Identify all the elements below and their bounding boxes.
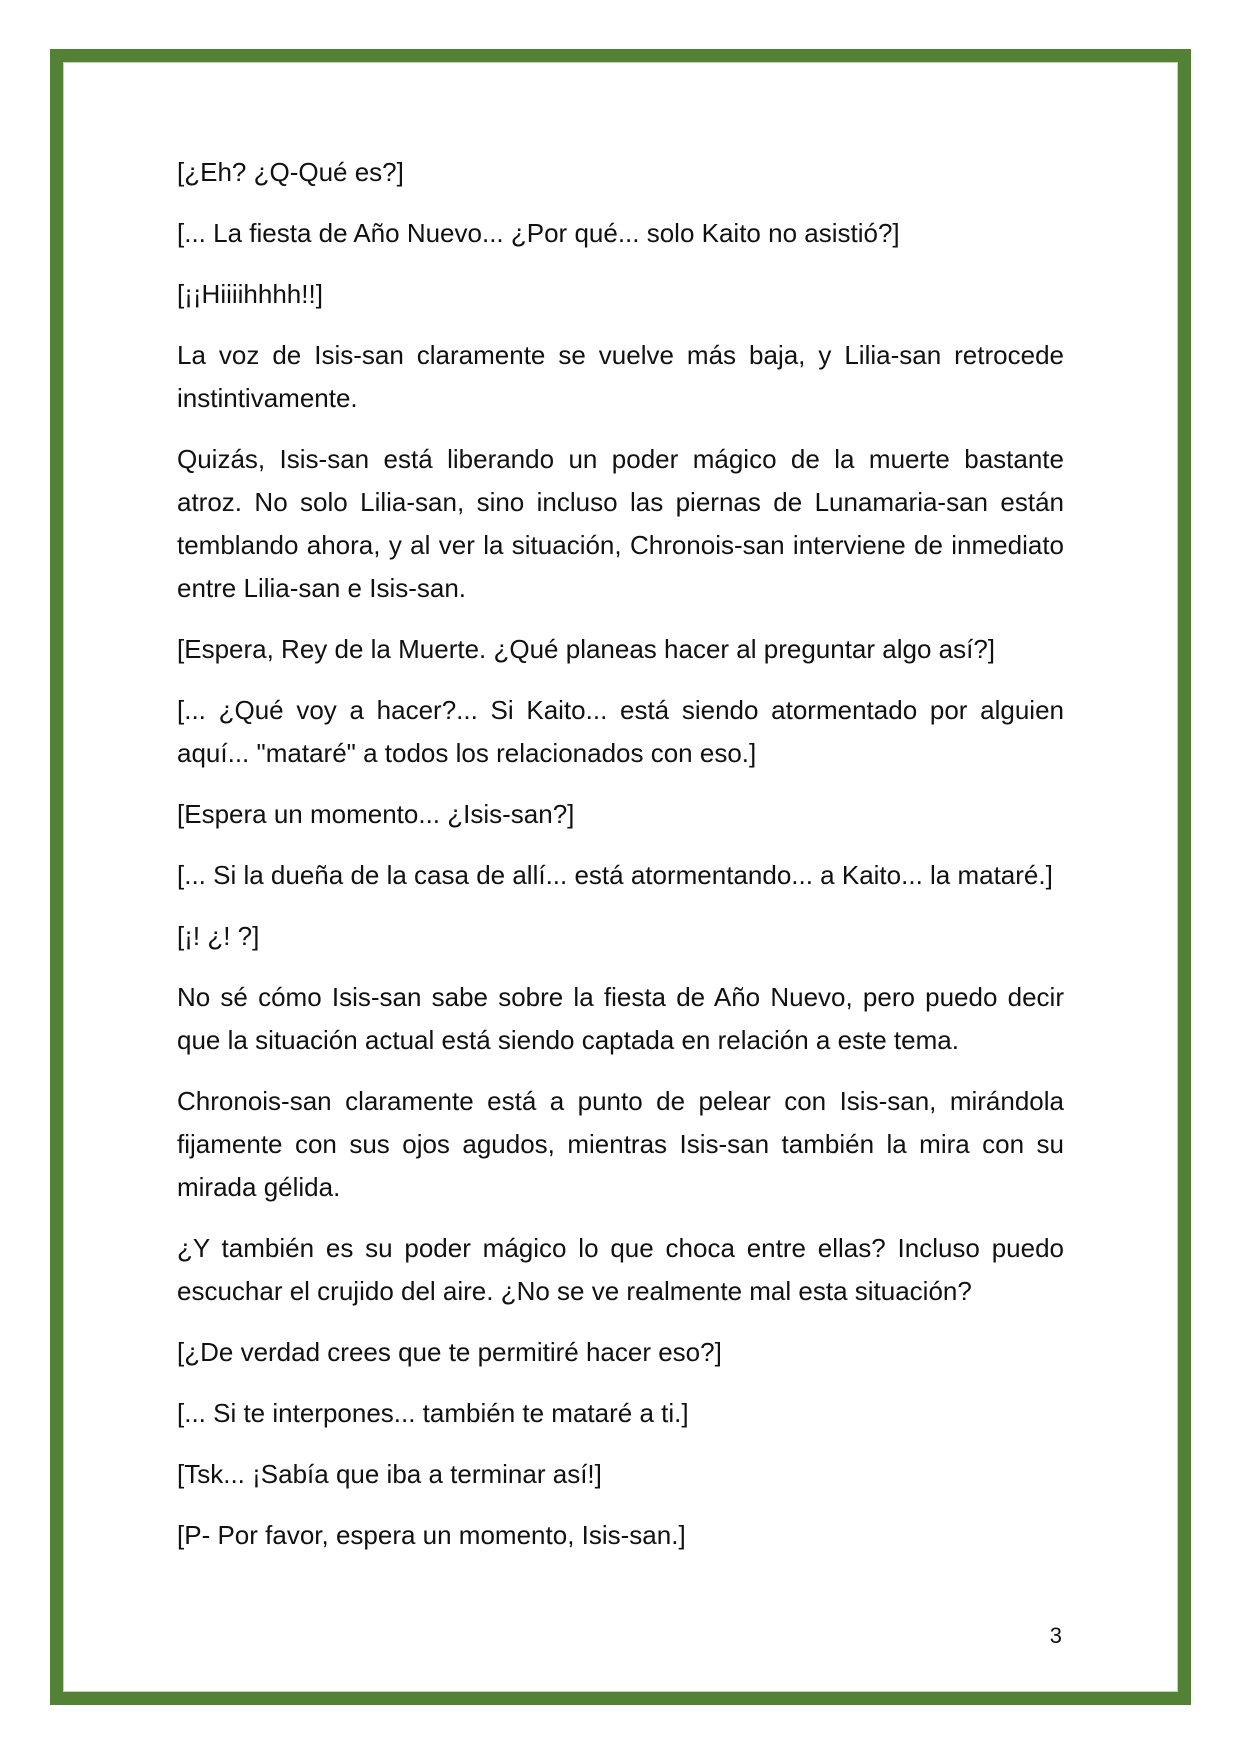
narration-paragraph: Quizás, Isis-san está liberando un poder mágico de la muerte bastante atroz. No solo Lilia-san, sino incluso las piernas de Lunamaria-san están temblando ahora, y al ver la situación, Chronois-san interviene de inmediato entre Lilia-san e Isis-san. — [177, 444, 1064, 603]
page-body-text — [63, 62, 1178, 1575]
dialogue-paragraph: [¿Eh? ¿Q-Qué es?] — [177, 157, 404, 187]
dialogue-paragraph: [Espera, Rey de la Muerte. ¿Qué planeas hacer al preguntar algo así?] — [177, 634, 996, 664]
narration-paragraph: Chronois-san claramente está a punto de pelear con Isis-san, mirándola fijamente con sus ojos agudos, mientras Isis-san también la mira con su mirada gélida. — [177, 1086, 1064, 1202]
page-number: 3 — [1049, 1623, 1062, 1648]
dialogue-paragraph: [Espera un momento... ¿Isis-san?] — [177, 799, 575, 829]
dialogue-paragraph: [... La fiesta de Año Nuevo... ¿Por qué... solo Kaito no asistió?] — [177, 218, 900, 248]
narration-paragraph: No sé cómo Isis-san sabe sobre la fiesta de Año Nuevo, pero puedo decir que la situación actual está siendo captada en relación a este tema. — [177, 982, 1064, 1055]
dialogue-paragraph: [... Si te interpones... también te mataré a ti.] — [177, 1398, 689, 1428]
dialogue-paragraph: [P- Por favor, espera un momento, Isis-san.] — [177, 1520, 686, 1550]
dialogue-paragraph: [¡¡Hiiiihhhh!!] — [177, 279, 323, 309]
narration-paragraph: La voz de Isis-san claramente se vuelve más baja, y Lilia-san retrocede instintivamente. — [177, 340, 1064, 413]
dialogue-paragraph: [... Si la dueña de la casa de allí... está atormentando... a Kaito... la mataré.] — [177, 860, 1053, 890]
dialogue-paragraph: [¿De verdad crees que te permitiré hacer eso?] — [177, 1337, 722, 1367]
dialogue-paragraph: [¡! ¿! ?] — [177, 921, 260, 951]
dialogue-paragraph: [Tsk... ¡Sabía que iba a terminar así!] — [177, 1459, 602, 1489]
narration-paragraph: ¿Y también es su poder mágico lo que choca entre ellas? Incluso puedo escuchar el crujido del aire. ¿No se ve realmente mal esta situación? — [177, 1233, 1064, 1306]
dialogue-paragraph: [... ¿Qué voy a hacer?... Si Kaito... está siendo atormentado por alguien aquí... "mataré" a todos los relacionados con eso.] — [177, 695, 1064, 768]
